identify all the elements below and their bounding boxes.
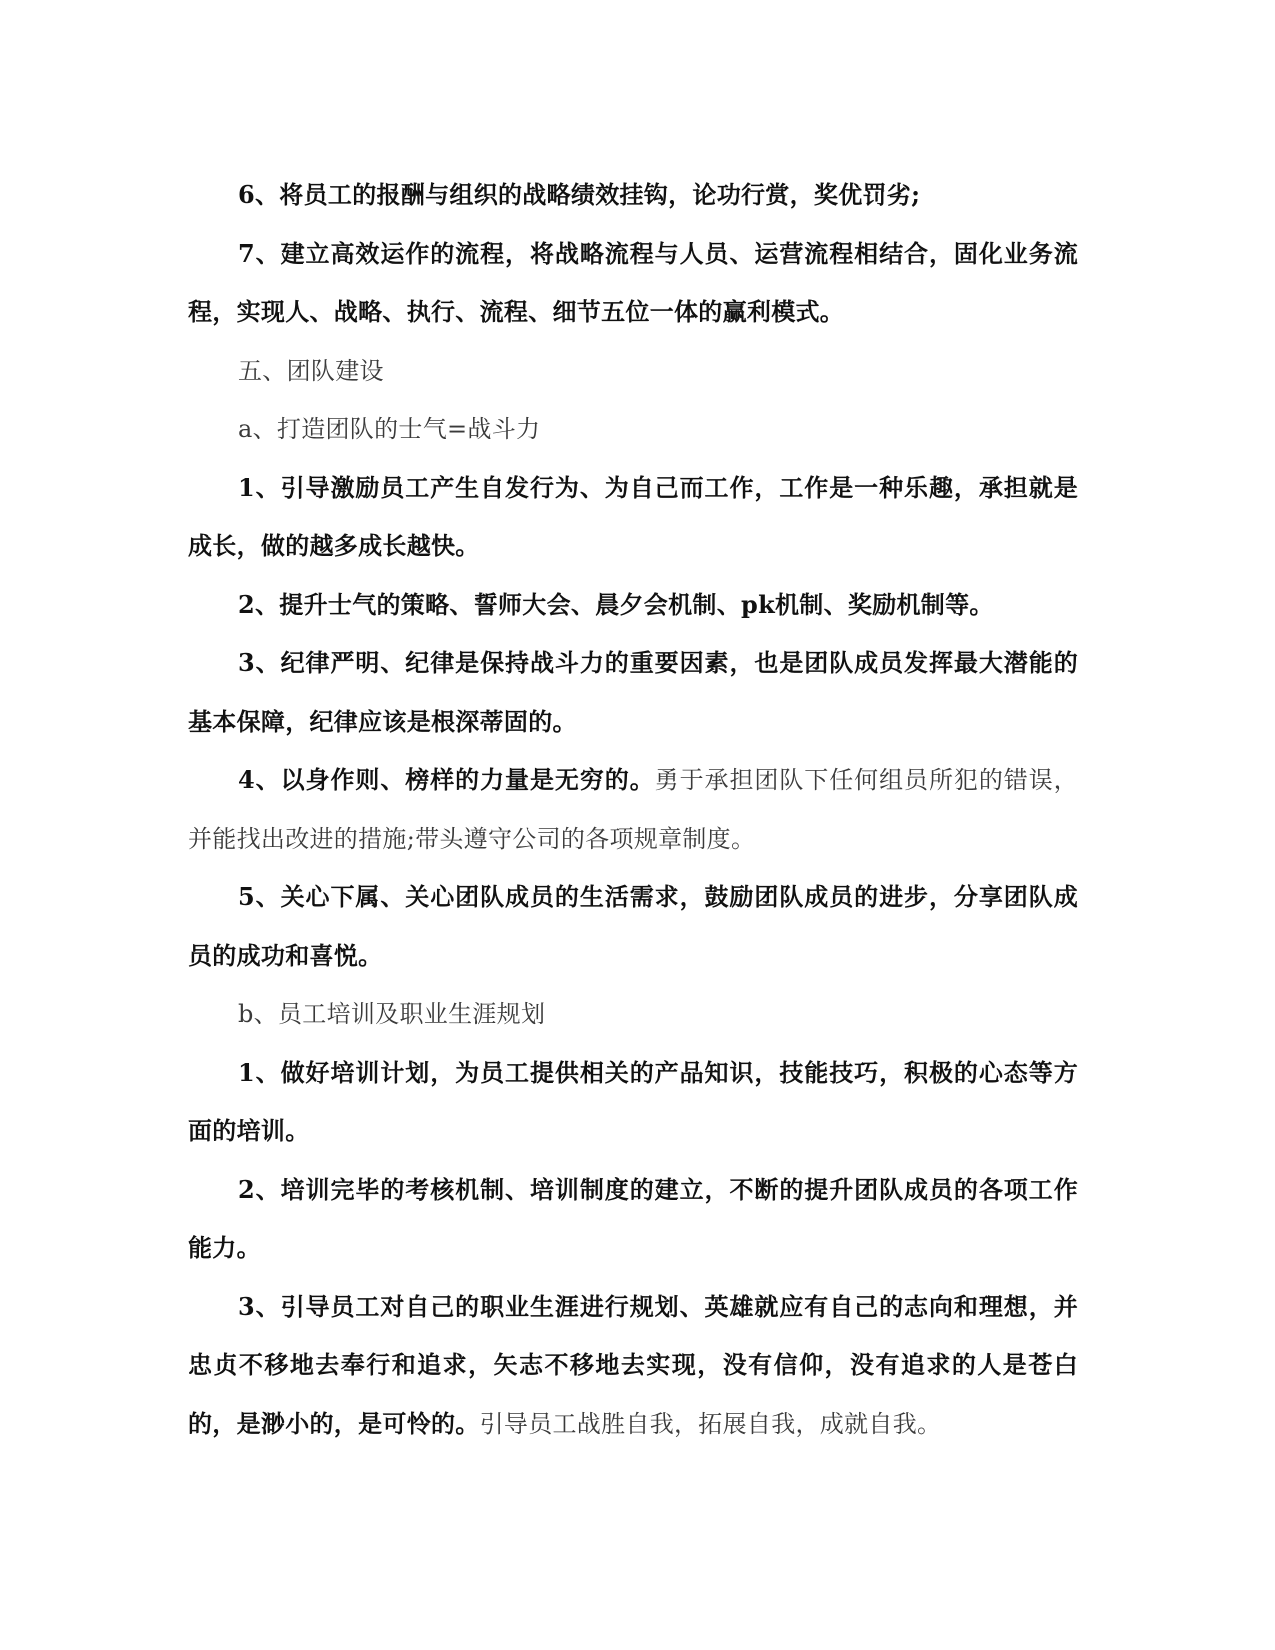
paragraph-bold-text: 1、做好培训计划，为员工提供相关的产品知识，技能技巧，积极的心态等方面的培训。: [188, 1057, 1078, 1145]
paragraph-a5-care: [188, 868, 1078, 985]
paragraph-normal-text: 五、团队建设: [238, 356, 384, 385]
paragraph-7-process: [188, 225, 1078, 342]
paragraph-b3-career: [188, 1278, 1078, 1454]
subsection-heading-morale: [188, 400, 1078, 459]
paragraph-normal-text: 勇于承担团队下任何组员所犯的错误，并能找出改进的措施;带头遵守公司的各项规章制度。: [188, 766, 1078, 853]
paragraph-normal-text: b、员工培训及职业生涯规划: [238, 1000, 546, 1028]
paragraph-bold-text: 3、纪律严明、纪律是保持战斗力的重要因素，也是团队成员发挥最大潜能的基本保障，纪律应该是根深蒂固的。: [188, 648, 1078, 736]
paragraph-bold-text: 2、提升士气的策略、誓师大会、晨夕会机制、pk机制、奖励机制等。: [238, 589, 994, 619]
paragraph-b2-assessment: [188, 1161, 1078, 1278]
section-heading-team-building: [188, 342, 1078, 401]
paragraph-bold-text: 1、引导激励员工产生自发行为、为自己而工作，工作是一种乐趣，承担就是成长，做的越多成长越快。: [188, 472, 1078, 560]
paragraph-bold-text: 6、将员工的报酬与组织的战略绩效挂钩，论功行赏，奖优罚劣;: [238, 180, 921, 209]
paragraph-bold-text: 5、关心下属、关心团队成员的生活需求，鼓励团队成员的进步，分享团队成员的成功和喜悦。: [188, 882, 1078, 970]
paragraph-bold-text: 3、引导员工对自己的职业生涯进行规划、英雄就应有自己的志向和理想，并忠贞不移地去奉行和追求，矢志不移地去实现，没有信仰，没有追求的人是苍白的，是渺小的，是可怜的。: [188, 1291, 1078, 1438]
paragraph-b1-training-plan: [188, 1044, 1078, 1161]
paragraph-a4-example: [188, 751, 1078, 868]
paragraph-bold-text: 2、培训完毕的考核机制、培训制度的建立，不断的提升团队成员的各项工作能力。: [188, 1174, 1078, 1262]
paragraph-bold-text: 7、建立高效运作的流程，将战略流程与人员、运营流程相结合，固化业务流程，实现人、战略、执行、流程、细节五位一体的赢利模式。: [188, 238, 1078, 326]
paragraph-normal-text: a、打造团队的士气=战斗力: [238, 415, 541, 443]
paragraph-a3-discipline: [188, 634, 1078, 751]
paragraph-a2-strategy: [188, 576, 1078, 635]
paragraph-bold-text: 4、以身作则、榜样的力量是无穷的。: [238, 765, 655, 794]
document-body: [188, 166, 1078, 1453]
subsection-heading-training: [188, 985, 1078, 1044]
paragraph-a1-motivation: [188, 459, 1078, 576]
paragraph-normal-text: 引导员工战胜自我，拓展自我，成就自我。: [479, 1409, 942, 1438]
paragraph-6-reward: [188, 166, 1078, 225]
